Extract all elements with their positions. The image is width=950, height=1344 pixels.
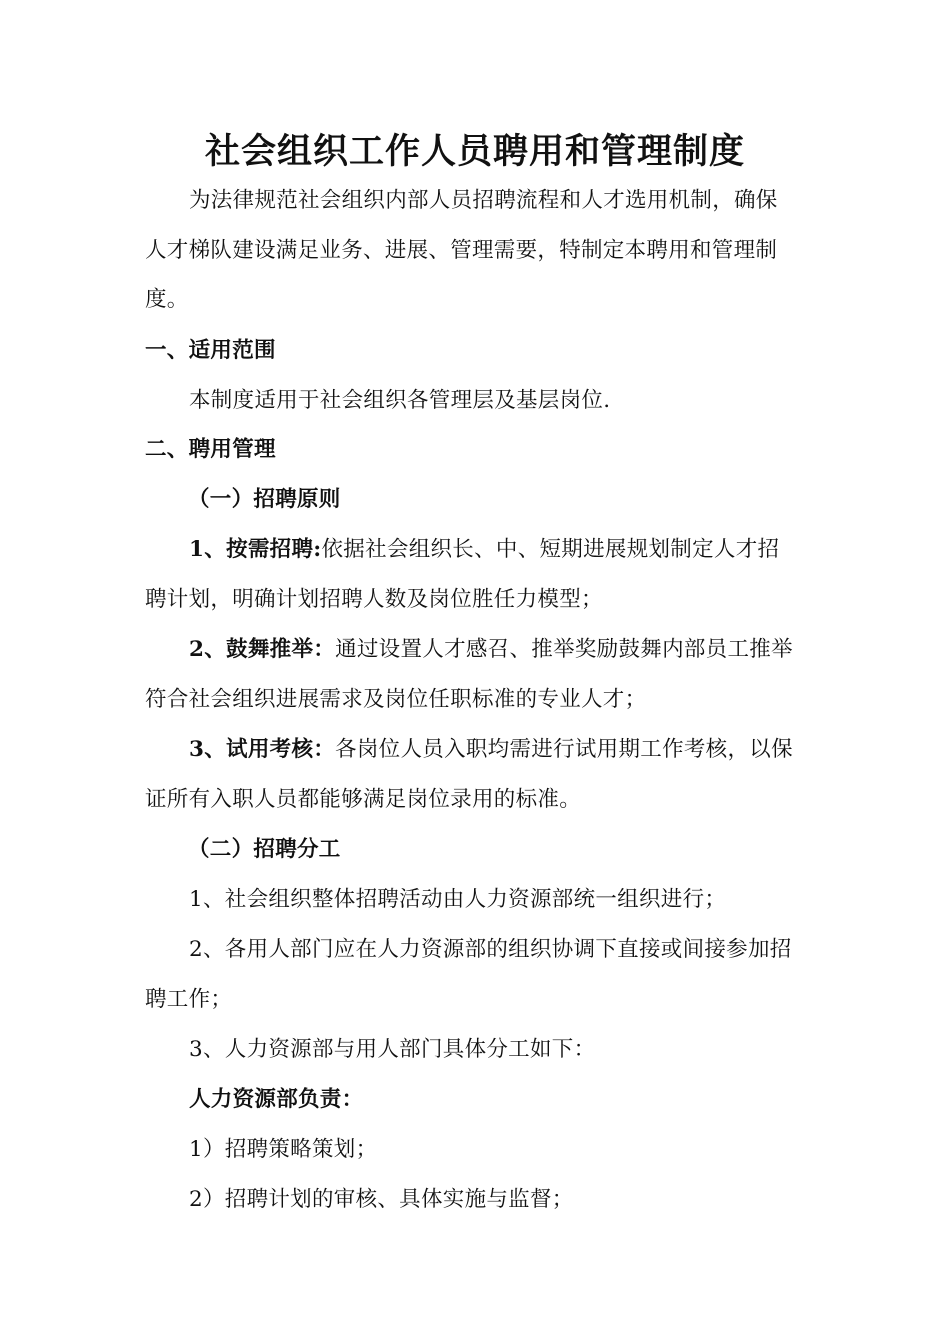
- principle-3: [189, 734, 793, 766]
- principle-3-cont: 证所有入职人员都能够满足岗位录用的标准。: [145, 787, 582, 812]
- intro-line-3: 度。: [145, 287, 189, 312]
- principle-1: [189, 534, 779, 566]
- principle-2-cont: 符合社会组织进展需求及岗位任职标准的专业人才；: [145, 687, 647, 712]
- intro-line-2: 人才梯队建设满足业务、进展、管理需要，特制定本聘用和管理制: [145, 238, 778, 263]
- principle-3-text: 各岗位人员入职均需进行试用期工作考核，以保: [335, 737, 793, 762]
- principle-2-label: 2、鼓舞推举：: [189, 637, 336, 662]
- division-item-3: 3、人力资源部与用人部门具体分工如下：: [189, 1037, 596, 1062]
- division-item-2-cont: 聘工作；: [145, 987, 233, 1012]
- principle-1-label: 1、按需招聘:: [189, 537, 322, 562]
- division-item-1: 1、社会组织整体招聘活动由人力资源部统一组织进行；: [189, 887, 727, 912]
- division-item-2: 2、各用人部门应在人力资源部的组织协调下直接或间接参加招: [189, 937, 792, 962]
- section-1-heading: 一、适用范围: [145, 338, 276, 363]
- principle-1-cont: 聘计划，明确计划招聘人数及岗位胜任力模型；: [145, 587, 603, 612]
- hr-item-1: 1）招聘策略策划；: [189, 1137, 378, 1162]
- document-title: 社会组织工作人员聘用和管理制度: [204, 131, 745, 172]
- principle-2: [189, 634, 793, 666]
- subsection-2-heading: （二）招聘分工: [188, 837, 341, 862]
- hr-heading: 人力资源部负责：: [189, 1087, 364, 1112]
- intro-line-1: 为法律规范社会组织内部人员招聘流程和人才选用机制，确保: [189, 188, 778, 213]
- section-2-heading: 二、聘用管理: [145, 437, 276, 462]
- section-1-body: 本制度适用于社会组织各管理层及基层岗位.: [189, 388, 611, 413]
- principle-3-label: 3、试用考核：: [189, 737, 336, 762]
- principle-2-text: 通过设置人才感召、推举奖励鼓舞内部员工推举: [335, 637, 793, 662]
- hr-item-2: 2）招聘计划的审核、具体实施与监督；: [189, 1187, 574, 1212]
- subsection-1-heading: （一）招聘原则: [188, 487, 341, 512]
- principle-1-text: 依据社会组织长、中、短期进展规划制定人才招: [321, 537, 780, 562]
